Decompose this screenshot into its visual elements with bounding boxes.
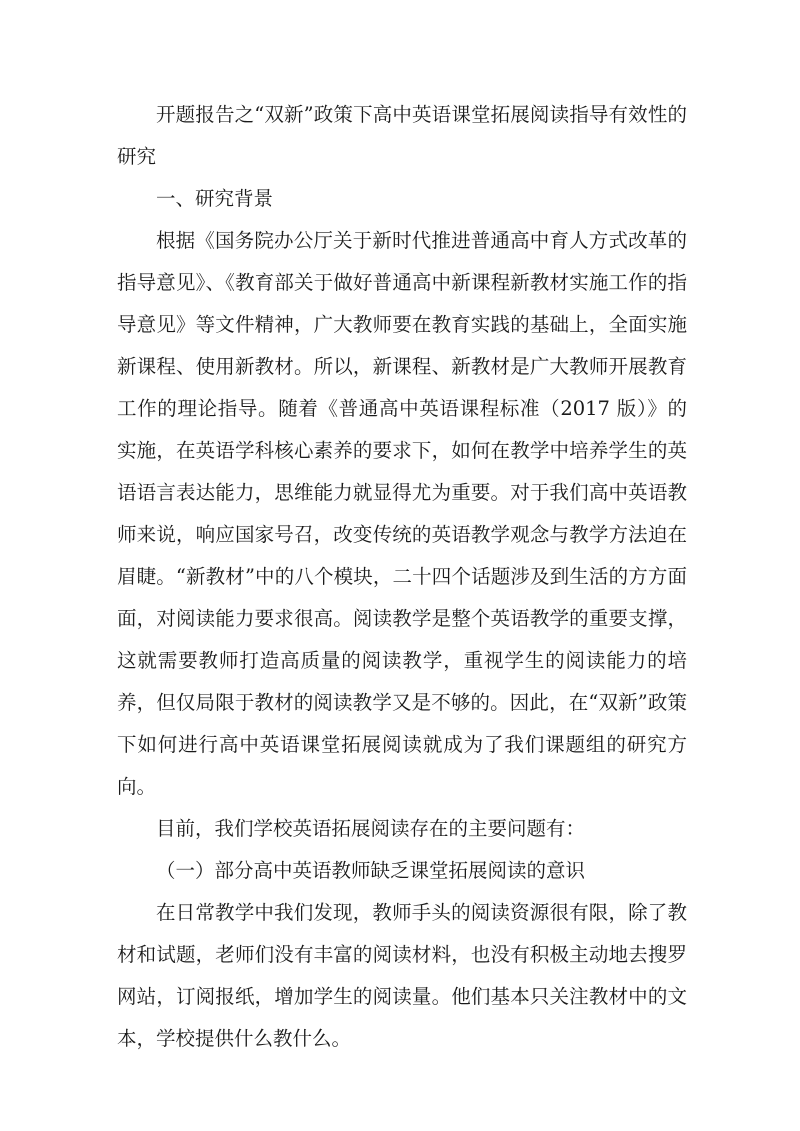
subheading-1: （一）部分高中英语教师缺乏课堂拓展阅读的意识	[156, 859, 586, 882]
body-paragraph-daily-teaching: 在日常教学中我们发现，教师手头的阅读资源很有限，除了教材和试题，老师们没有丰富的阅读材料，也没有积极主动地去搜罗网站，订阅报纸，增加学生的阅读量。他们基本只关注教材中的文本，学校提供什么教什么。	[117, 901, 687, 1050]
body-paragraph-problems-intro: 目前，我们学校英语拓展阅读存在的主要问题有：	[156, 817, 586, 840]
document-title: 开题报告之“双新”政策下高中英语课堂拓展阅读指导有效性的研究	[117, 103, 687, 168]
body-paragraph-background: 根据《国务院办公厅关于新时代推进普通高中育人方式改革的指导意见》、《教育部关于做好普通高中新课程新教材实施工作的指导意见》等文件精神，广大教师要在教育实践的基础上，全面实施新课程、使用新教材。所以，新课程、新教材是广大教师开展教育工作的理论指导。随着《普通高中英语课程标准（2017 版）》的实施，在英语学科核心素养的要求下，如何在教学中培养学生的英语语言表达能力，思维能力就显得尤为重要。对于我们高中英语教师来说，响应国家号召，改变传统的英语教学观念与教学方法迫在眉睫。“新教材”中的八个模块，二十四个话题涉及到生活的方方面面，对阅读能力要求很高。阅读教学是整个英语教学的重要支撑，这就需要教师打造高质量的阅读教学，重视学生的阅读能力的培养，但仅局限于教材的阅读教学又是不够的。因此，在“双新”政策下如何进行高中英语课堂拓展阅读就成为了我们课题组的研究方向。	[117, 229, 687, 798]
document-page	[117, 94, 687, 1060]
section-heading: 一、研究背景	[156, 187, 274, 210]
